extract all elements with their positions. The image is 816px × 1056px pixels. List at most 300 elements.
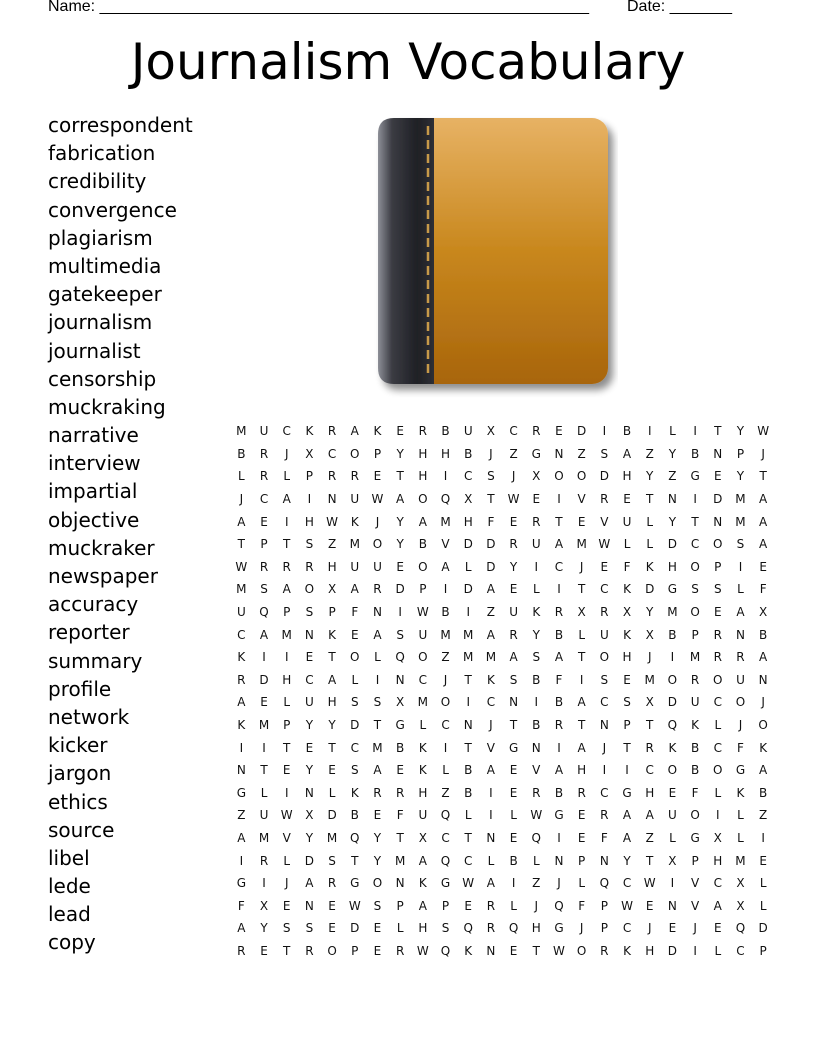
grid-letter: T: [283, 537, 291, 552]
grid-letter: I: [557, 492, 561, 507]
grid-letter: L: [532, 582, 540, 597]
grid-letter: W: [416, 943, 429, 958]
grid-letter: S: [600, 446, 609, 461]
grid-letter: E: [373, 921, 382, 936]
grid-letter: H: [418, 785, 428, 800]
grid-letter: E: [759, 559, 767, 574]
grid-letter: Y: [328, 718, 336, 733]
grid-letter: Y: [646, 469, 654, 484]
grid-letter: H: [667, 559, 677, 574]
grid-letter: E: [396, 763, 404, 778]
grid-letter: D: [463, 582, 473, 597]
grid-letter: I: [557, 740, 561, 755]
grid-letter: H: [645, 785, 655, 800]
grid-letter: I: [738, 559, 743, 574]
grid-letter: O: [350, 446, 360, 461]
grid-letter: N: [758, 672, 768, 687]
grid-letter: S: [691, 582, 699, 597]
grid-letter: Y: [373, 830, 382, 845]
grid-letter: C: [441, 830, 450, 845]
grid-letter: E: [645, 898, 654, 913]
grid-letter: A: [622, 808, 632, 823]
grid-letter: O: [440, 695, 451, 710]
grid-letter: I: [670, 650, 675, 665]
grid-letter: E: [509, 943, 518, 958]
grid-letter: J: [738, 718, 743, 733]
grid-letter: Q: [440, 808, 451, 823]
grid-letter: X: [645, 627, 654, 642]
grid-letter: A: [759, 492, 768, 507]
grid-letter: J: [579, 921, 584, 936]
grid-letter: L: [464, 808, 472, 823]
grid-letter: K: [418, 740, 427, 755]
grid-letter: K: [350, 514, 359, 529]
grid-letter: T: [509, 718, 518, 733]
grid-letter: P: [600, 898, 608, 913]
grid-letter: T: [714, 424, 722, 439]
grid-letter: A: [282, 582, 291, 597]
grid-letter: A: [759, 763, 768, 778]
grid-letter: K: [373, 424, 382, 439]
grid-letter: L: [646, 514, 654, 529]
grid-letter: M: [463, 650, 474, 665]
grid-letter: I: [693, 943, 697, 958]
grid-row: [230, 488, 775, 511]
grid-letter: Z: [441, 785, 450, 800]
grid-letter: O: [713, 537, 723, 552]
grid-letter: E: [509, 763, 518, 778]
grid-row: [230, 759, 775, 782]
grid-letter: G: [554, 808, 564, 823]
word-list-item: lede: [48, 874, 91, 899]
grid-letter: S: [441, 921, 450, 936]
grid-row: [230, 736, 775, 759]
grid-row: [230, 849, 775, 872]
grid-letter: E: [623, 492, 631, 507]
grid-letter: O: [350, 650, 360, 665]
grid-letter: M: [326, 830, 338, 845]
grid-letter: C: [509, 424, 518, 439]
grid-letter: A: [736, 605, 745, 620]
grid-letter: V: [486, 740, 496, 755]
grid-letter: Z: [486, 605, 496, 620]
grid-letter: R: [418, 424, 428, 439]
grid-letter: R: [577, 785, 586, 800]
grid-letter: K: [305, 424, 314, 439]
grid-letter: X: [622, 605, 632, 620]
grid-letter: C: [622, 876, 632, 891]
grid-letter: X: [486, 424, 496, 439]
grid-row: [230, 578, 775, 601]
grid-letter: J: [489, 446, 493, 461]
word-list-item: censorship: [48, 366, 157, 391]
grid-letter: A: [237, 695, 246, 710]
grid-letter: L: [487, 853, 495, 868]
grid-letter: M: [440, 627, 451, 642]
grid-letter: P: [260, 537, 268, 552]
grid-letter: S: [350, 763, 359, 778]
grid-letter: W: [280, 808, 293, 823]
grid-letter: H: [418, 469, 428, 484]
word-list-item: jargon: [48, 761, 112, 786]
grid-letter: N: [304, 898, 314, 913]
grid-letter: I: [761, 830, 765, 845]
word-list-item: correspondent: [48, 113, 193, 137]
grid-letter: B: [554, 785, 564, 800]
grid-letter: M: [236, 582, 247, 597]
grid-letter: T: [646, 853, 654, 868]
grid-letter: K: [623, 627, 631, 642]
grid-letter: C: [259, 492, 269, 507]
grid-letter: U: [373, 559, 382, 574]
grid-letter: T: [646, 492, 654, 507]
grid-letter: S: [305, 605, 314, 620]
grid-letter: L: [714, 943, 722, 958]
grid-letter: N: [667, 898, 677, 913]
word-list-item: accuracy: [48, 592, 139, 617]
grid-letter: N: [304, 785, 314, 800]
grid-letter: L: [623, 537, 631, 552]
grid-letter: F: [487, 514, 495, 529]
grid-letter: X: [418, 830, 427, 845]
grid-letter: R: [395, 785, 405, 800]
grid-letter: T: [577, 718, 586, 733]
grid-letter: Y: [736, 469, 745, 484]
grid-row: [230, 601, 775, 624]
grid-letter: W: [621, 898, 633, 913]
grid-letter: T: [260, 763, 268, 778]
grid-letter: R: [554, 718, 564, 733]
grid-letter: I: [398, 605, 402, 620]
grid-letter: R: [690, 672, 700, 687]
grid-letter: S: [373, 898, 382, 913]
grid-letter: Z: [577, 446, 586, 461]
grid-letter: H: [418, 921, 428, 936]
grid-letter: B: [396, 740, 405, 755]
grid-letter: R: [600, 492, 609, 507]
grid-letter: U: [350, 559, 360, 574]
grid-letter: D: [667, 537, 678, 552]
word-list-item: reporter: [48, 620, 130, 645]
page-title: Journalism Vocabulary: [130, 33, 686, 91]
grid-letter: M: [372, 740, 383, 755]
grid-letter: C: [713, 695, 722, 710]
grid-letter: A: [373, 763, 382, 778]
grid-letter: E: [577, 830, 586, 845]
grid-letter: L: [737, 808, 744, 823]
grid-letter: M: [735, 514, 746, 529]
grid-letter: U: [509, 605, 518, 620]
grid-letter: O: [372, 876, 383, 891]
grid-letter: R: [486, 898, 496, 913]
grid-letter: D: [486, 537, 496, 552]
grid-letter: K: [237, 718, 246, 733]
grid-letter: E: [577, 514, 586, 529]
grid-letter: G: [236, 785, 246, 800]
grid-letter: W: [416, 605, 429, 620]
grid-letter: Z: [532, 876, 541, 891]
grid-letter: F: [237, 898, 245, 913]
grid-letter: B: [690, 740, 700, 755]
grid-letter: R: [237, 672, 246, 687]
grid-letter: A: [486, 876, 496, 891]
grid-letter: C: [464, 853, 473, 868]
grid-letter: V: [577, 492, 586, 507]
grid-row: [230, 533, 775, 556]
grid-row: [230, 894, 775, 917]
grid-letter: R: [259, 446, 269, 461]
grid-letter: T: [283, 740, 291, 755]
grid-letter: R: [259, 469, 269, 484]
grid-letter: W: [530, 808, 543, 823]
grid-letter: O: [690, 559, 700, 574]
grid-letter: L: [578, 876, 585, 891]
grid-letter: I: [693, 492, 697, 507]
grid-letter: Z: [645, 830, 654, 845]
name-field-label: Name: _______________________________________________________: [48, 0, 589, 15]
grid-letter: L: [737, 582, 744, 597]
grid-letter: B: [622, 424, 632, 439]
grid-letter: A: [486, 582, 496, 597]
grid-letter: F: [578, 898, 586, 913]
grid-letter: T: [487, 492, 495, 507]
word-list-item: impartial: [48, 479, 138, 504]
grid-letter: S: [328, 853, 336, 868]
grid-letter: Z: [509, 446, 518, 461]
grid-letter: J: [239, 492, 244, 507]
grid-letter: G: [690, 830, 700, 845]
grid-letter: A: [305, 876, 314, 891]
grid-letter: R: [645, 740, 654, 755]
grid-letter: H: [327, 695, 337, 710]
grid-letter: U: [305, 695, 314, 710]
grid-letter: U: [668, 808, 677, 823]
grid-letter: E: [260, 514, 268, 529]
grid-letter: X: [464, 492, 473, 507]
grid-letter: X: [305, 446, 314, 461]
grid-letter: D: [259, 672, 269, 687]
book-icon: [372, 112, 618, 398]
grid-letter: M: [258, 830, 270, 845]
word-list-item: profile: [48, 676, 112, 701]
grid-letter: P: [714, 559, 722, 574]
grid-letter: Y: [396, 446, 404, 461]
grid-letter: B: [690, 446, 700, 461]
grid-letter: G: [508, 740, 519, 755]
grid-letter: G: [554, 921, 564, 936]
grid-letter: A: [259, 627, 269, 642]
grid-letter: D: [395, 582, 405, 597]
grid-letter: I: [262, 876, 266, 891]
grid-letter: G: [531, 446, 541, 461]
grid-letter: I: [239, 853, 244, 868]
grid-letter: R: [350, 469, 359, 484]
grid-letter: R: [305, 943, 314, 958]
grid-row: [230, 465, 775, 488]
grid-letter: P: [759, 943, 767, 958]
grid-letter: E: [759, 853, 767, 868]
grid-letter: A: [418, 514, 427, 529]
grid-letter: R: [327, 876, 337, 891]
grid-letter: B: [532, 718, 541, 733]
grid-letter: A: [509, 650, 518, 665]
grid-letter: T: [464, 740, 472, 755]
grid-letter: L: [328, 785, 336, 800]
grid-letter: M: [735, 492, 746, 507]
grid-letter: I: [579, 672, 584, 687]
grid-letter: W: [235, 559, 248, 574]
grid-letter: S: [282, 921, 291, 936]
grid-letter: B: [690, 763, 700, 778]
grid-letter: C: [418, 672, 428, 687]
grid-letter: K: [418, 763, 427, 778]
grid-letter: C: [713, 876, 722, 891]
grid-letter: R: [600, 808, 609, 823]
grid-letter: N: [599, 718, 609, 733]
grid-letter: Y: [646, 605, 654, 620]
grid-letter: A: [418, 853, 427, 868]
grid-letter: H: [463, 514, 473, 529]
grid-letter: J: [375, 514, 380, 529]
grid-letter: C: [600, 785, 609, 800]
grid-letter: O: [554, 469, 564, 484]
grid-letter: Y: [396, 537, 404, 552]
grid-letter: B: [418, 537, 427, 552]
grid-letter: S: [350, 695, 359, 710]
grid-letter: I: [511, 876, 516, 891]
grid-letter: F: [351, 605, 359, 620]
grid-letter: R: [237, 943, 246, 958]
grid-letter: N: [395, 672, 405, 687]
grid-letter: K: [418, 876, 427, 891]
grid-letter: P: [328, 605, 336, 620]
grid-letter: X: [759, 605, 768, 620]
grid-letter: S: [713, 582, 722, 597]
grid-letter: O: [690, 605, 700, 620]
grid-letter: H: [713, 853, 723, 868]
grid-letter: Y: [305, 830, 314, 845]
grid-letter: E: [396, 424, 404, 439]
grid-letter: O: [576, 469, 587, 484]
grid-letter: N: [713, 514, 723, 529]
grid-letter: X: [327, 582, 337, 597]
grid-row: [230, 420, 775, 443]
grid-letter: K: [623, 943, 631, 958]
grid-letter: Q: [667, 718, 678, 733]
grid-letter: M: [463, 627, 474, 642]
grid-letter: V: [690, 898, 700, 913]
grid-letter: C: [600, 695, 609, 710]
grid-letter: W: [462, 876, 475, 891]
grid-letter: F: [396, 808, 404, 823]
grid-letter: D: [327, 808, 337, 823]
grid-letter: X: [259, 898, 269, 913]
grid-letter: S: [305, 921, 314, 936]
grid-letter: G: [735, 763, 746, 778]
grid-letter: X: [396, 695, 405, 710]
grid-letter: T: [691, 514, 699, 529]
grid-letter: W: [643, 876, 656, 891]
grid-letter: L: [283, 695, 291, 710]
grid-letter: L: [759, 898, 767, 913]
grid-letter: Z: [441, 650, 450, 665]
grid-letter: H: [531, 921, 541, 936]
grid-letter: E: [260, 695, 268, 710]
grid-letter: M: [644, 672, 655, 687]
grid-letter: K: [532, 605, 541, 620]
grid-letter: J: [284, 446, 289, 461]
grid-row: [230, 872, 775, 895]
grid-letter: D: [667, 695, 678, 710]
grid-row: [230, 646, 775, 669]
grid-letter: R: [373, 582, 382, 597]
grid-letter: J: [761, 446, 765, 461]
grid-letter: F: [759, 582, 767, 597]
grid-letter: P: [351, 943, 359, 958]
grid-letter: F: [600, 830, 608, 845]
grid-letter: K: [623, 582, 631, 597]
grid-letter: C: [645, 763, 654, 778]
word-list-item: source: [48, 817, 115, 842]
grid-letter: X: [713, 830, 722, 845]
word-list-item: fabrication: [48, 141, 156, 166]
grid-letter: Y: [668, 514, 677, 529]
word-list-item: lead: [48, 902, 91, 927]
grid-letter: I: [557, 830, 561, 845]
grid-letter: B: [554, 627, 564, 642]
grid-letter: N: [486, 830, 496, 845]
word-list-item: multimedia: [48, 253, 162, 278]
grid-letter: B: [464, 763, 473, 778]
grid-letter: O: [690, 808, 700, 823]
grid-letter: B: [759, 785, 768, 800]
grid-row: [230, 827, 775, 850]
grid-letter: Y: [260, 921, 268, 936]
grid-letter: S: [487, 469, 495, 484]
grid-letter: D: [645, 582, 655, 597]
grid-letter: A: [622, 446, 632, 461]
grid-letter: A: [396, 492, 405, 507]
word-list-item: network: [48, 704, 130, 729]
grid-letter: X: [736, 898, 745, 913]
grid-letter: I: [647, 424, 652, 439]
grid-letter: I: [534, 695, 539, 710]
grid-letter: E: [464, 898, 473, 913]
grid-letter: G: [690, 469, 700, 484]
grid-letter: Y: [532, 627, 540, 642]
grid-letter: A: [554, 650, 564, 665]
grid-letter: S: [623, 695, 631, 710]
grid-letter: U: [350, 492, 360, 507]
grid-letter: O: [372, 537, 383, 552]
grid-letter: C: [237, 627, 246, 642]
grid-letter: O: [304, 582, 315, 597]
grid-letter: L: [714, 785, 722, 800]
grid-letter: C: [327, 446, 337, 461]
grid-letter: C: [282, 424, 291, 439]
grid-letter: U: [531, 537, 541, 552]
grid-letter: S: [532, 650, 541, 665]
grid-letter: B: [509, 853, 518, 868]
grid-letter: T: [532, 943, 540, 958]
grid-letter: W: [371, 492, 384, 507]
grid-row: [230, 940, 775, 963]
grid-letter: E: [668, 785, 677, 800]
grid-letter: D: [758, 921, 768, 936]
grid-letter: E: [396, 559, 404, 574]
grid-letter: Y: [668, 446, 677, 461]
grid-letter: Q: [508, 921, 519, 936]
